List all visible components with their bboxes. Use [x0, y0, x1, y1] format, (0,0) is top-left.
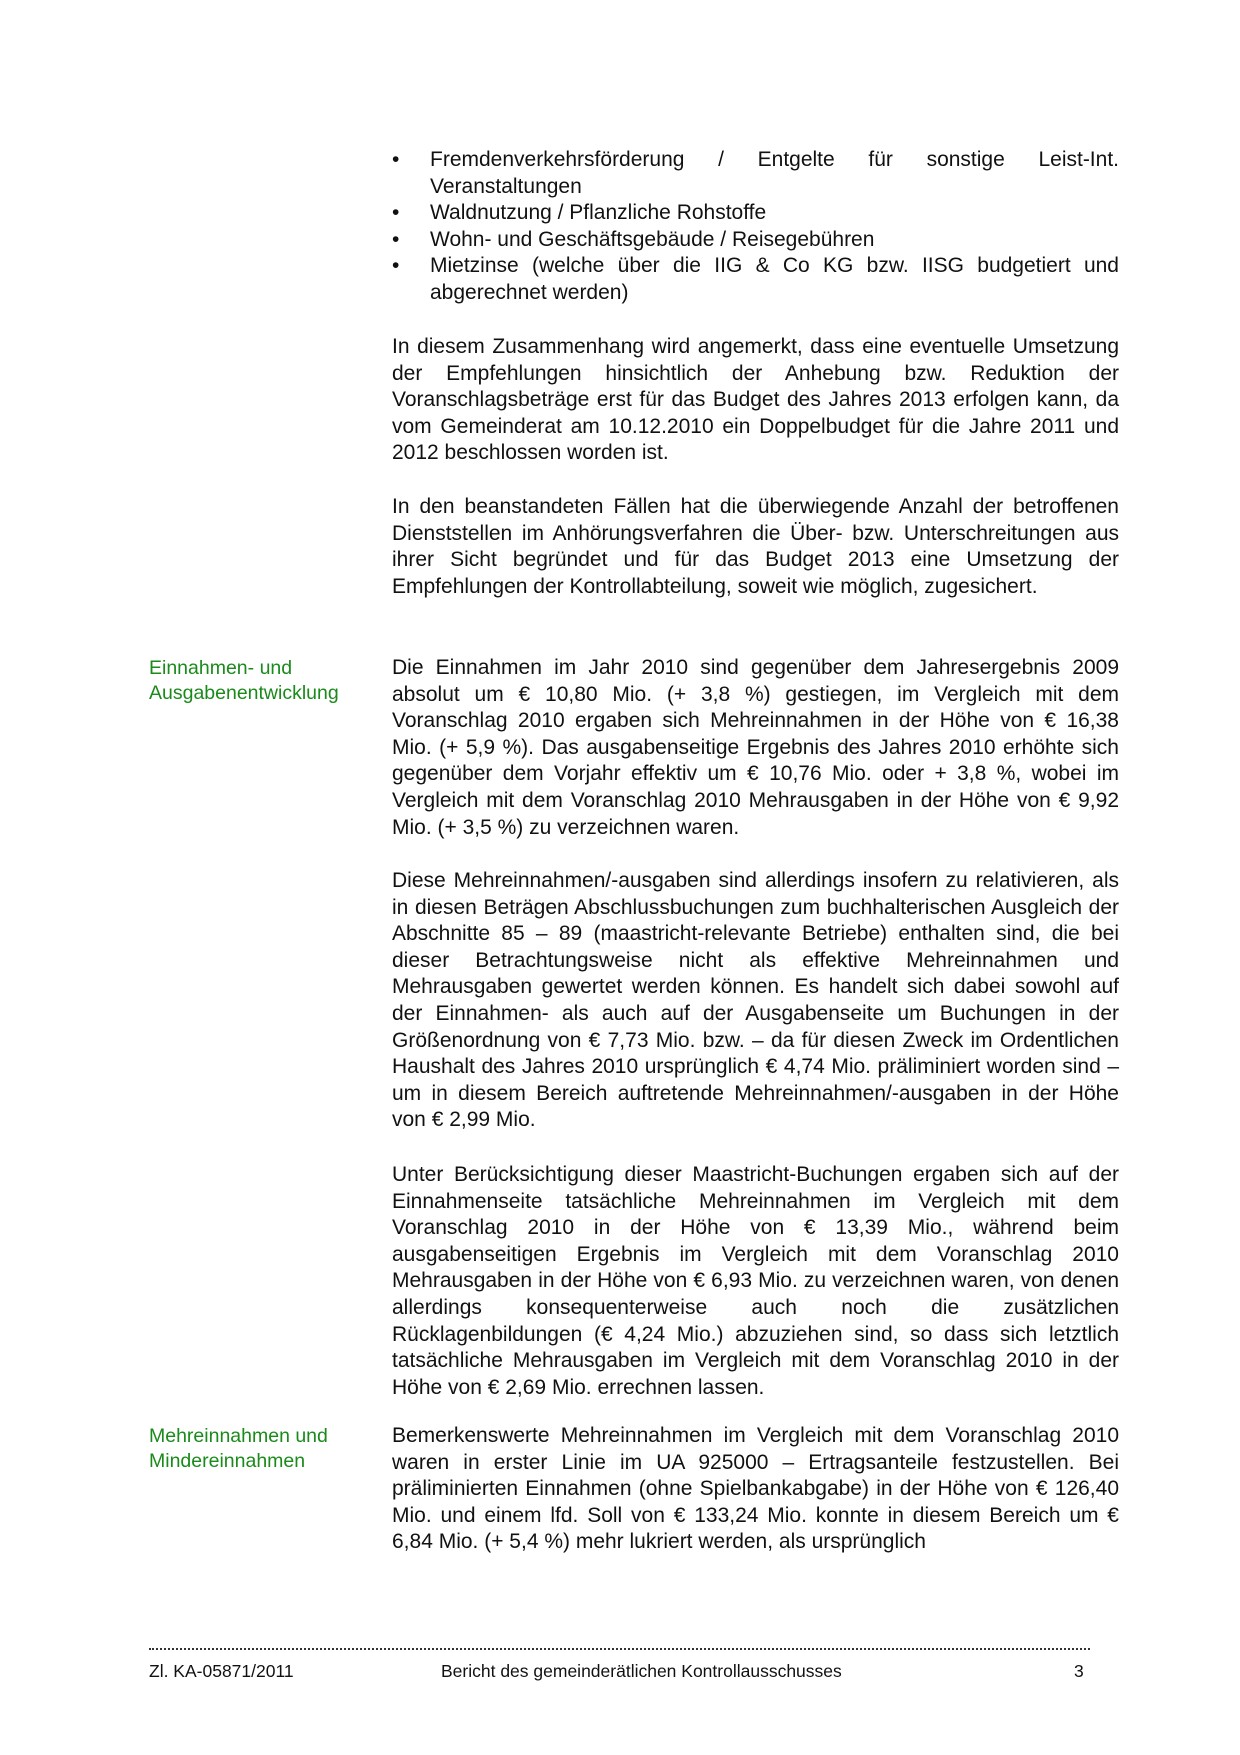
bullet-icon: •: [392, 148, 400, 171]
margin-note-einnahmen: Einnahmen- und Ausgabenentwicklung: [149, 657, 339, 704]
paragraph-section-4: [392, 868, 1119, 1134]
bullet-icon: •: [392, 227, 400, 251]
footer-reference: Zl. KA-05871/2011: [149, 1661, 294, 1681]
list-item-text: Mietzinse (welche über die IIG & Co KG bzw. IISG budgetiert und abgerechnet werden): [430, 254, 1119, 304]
paragraph-section-1: [392, 334, 1119, 467]
list-item-text: Fremdenverkehrsförderung / Entgelte für sonstige Leist-Int. Veranstaltungen: [430, 148, 1119, 198]
list-item: [392, 227, 1119, 254]
footer-title: Bericht des gemeinderätlichen Kontrollausschusses: [441, 1661, 842, 1681]
paragraph: In den beanstandeten Fällen hat die überwiegende Anzahl der betroffenen Dienststellen im Anhörungsverfahren die Über- bzw. Unterschreitungen aus ihrer Sicht begründet und für das Budget 2013 eine Umsetzung der Empfehlungen der Kontrollabteilung, soweit wie möglich, zugesichert.: [392, 495, 1119, 598]
list-item: [392, 147, 1119, 200]
paragraph: Unter Berücksichtigung dieser Maastricht-Buchungen ergaben sich auf der Einnahmenseite tatsächliche Mehreinnahmen im Vergleich mit dem Voranschlag 2010 in der Höhe von € 13,39 Mio., während beim ausgabenseitigen Ergebnis im Vergleich mit dem Voranschlag 2010 Mehrausgaben in der Höhe von € 6,93 Mio. zu verzeichnen waren, von denen allerdings konsequenterweise auch noch die zusätzlichen Rücklagenbildungen (€ 4,24 Mio.) abzuziehen sind, so dass sich letztlich tatsächliche Mehrausgaben im Vergleich mit dem Voranschlag 2010 in der Höhe von € 2,69 Mio. errechnen lassen.: [392, 1163, 1119, 1399]
bullet-icon: •: [392, 254, 400, 278]
list-item: [392, 253, 1119, 306]
footer-divider: [149, 1648, 1090, 1650]
list-item-text: Waldnutzung / Pflanzliche Rohstoffe: [430, 201, 767, 225]
bullet-icon: •: [392, 201, 400, 225]
paragraph-section-3: [392, 655, 1119, 841]
paragraph: Diese Mehreinnahmen/-ausgaben sind allerdings insofern zu relativieren, als in diesen Beträgen Abschlussbuchungen zum buchhalterischen Ausgleich der Abschnitte 85 – 89 (maastricht-relevante Betriebe) enthalten sind, die bei dieser Betrachtungsweise nicht als effektive Mehreinnahmen und Mehrausgaben gewertet werden können. Es handelt sich dabei sowohl auf der Einnahmen- als auch auf der Ausgabenseite um Buchungen in der Größenordnung von € 7,73 Mio. bzw. – da für diesen Zweck im Ordentlichen Haushalt des Jahres 2010 ursprünglich € 4,74 Mio. präliminiert worden sind – um in diesem Bereich auftretende Mehreinnahmen/-ausgaben in der Höhe von € 2,99 Mio.: [392, 869, 1119, 1132]
bullet-section: [392, 147, 1119, 307]
paragraph-section-2: [392, 494, 1119, 600]
paragraph-section-5: [392, 1162, 1119, 1401]
bullet-list: [392, 147, 1119, 307]
margin-note-mehreinnahmen: Mehreinnahmen und Mindereinnahmen: [149, 1425, 328, 1472]
list-item-text: Wohn- und Geschäftsgebäude / Reisegebühren: [430, 227, 875, 251]
paragraph-section-6: [392, 1423, 1119, 1556]
list-item: [392, 200, 1119, 227]
page-number: 3: [1074, 1661, 1084, 1681]
paragraph: Bemerkenswerte Mehreinnahmen im Vergleich mit dem Voranschlag 2010 waren in erster Linie im UA 925000 – Ertragsanteile festzustellen. Bei präliminierten Einnahmen (ohne Spielbankabgabe) in der Höhe von € 126,40 Mio. und einem lfd. Soll von € 133,24 Mio. konnte in diesem Bereich um € 6,84 Mio. (+ 5,4 %) mehr lukriert werden, als ursprünglich: [392, 1424, 1119, 1554]
paragraph: Die Einnahmen im Jahr 2010 sind gegenüber dem Jahresergebnis 2009 absolut um € 10,80 Mio. (+ 3,8 %) gestiegen, im Vergleich mit dem Voranschlag 2010 ergaben sich Mehreinnahmen in der Höhe von € 16,38 Mio. (+ 5,9 %). Das ausgabenseitige Ergebnis des Jahres 2010 erhöhte sich gegenüber dem Vorjahr effektiv um € 10,76 Mio. oder + 3,8 %, wobei im Vergleich mit dem Voranschlag 2010 Mehrausgaben in der Höhe von € 9,92 Mio. (+ 3,5 %) zu verzeichnen waren.: [392, 656, 1119, 839]
paragraph: In diesem Zusammenhang wird angemerkt, dass eine eventuelle Umsetzung der Empfehlungen hinsichtlich der Anhebung bzw. Reduktion der Voranschlagsbeträge erst für das Budget des Jahres 2013 erfolgen kann, da vom Gemeinderat am 10.12.2010 ein Doppelbudget für die Jahre 2011 und 2012 beschlossen worden ist.: [392, 335, 1119, 465]
